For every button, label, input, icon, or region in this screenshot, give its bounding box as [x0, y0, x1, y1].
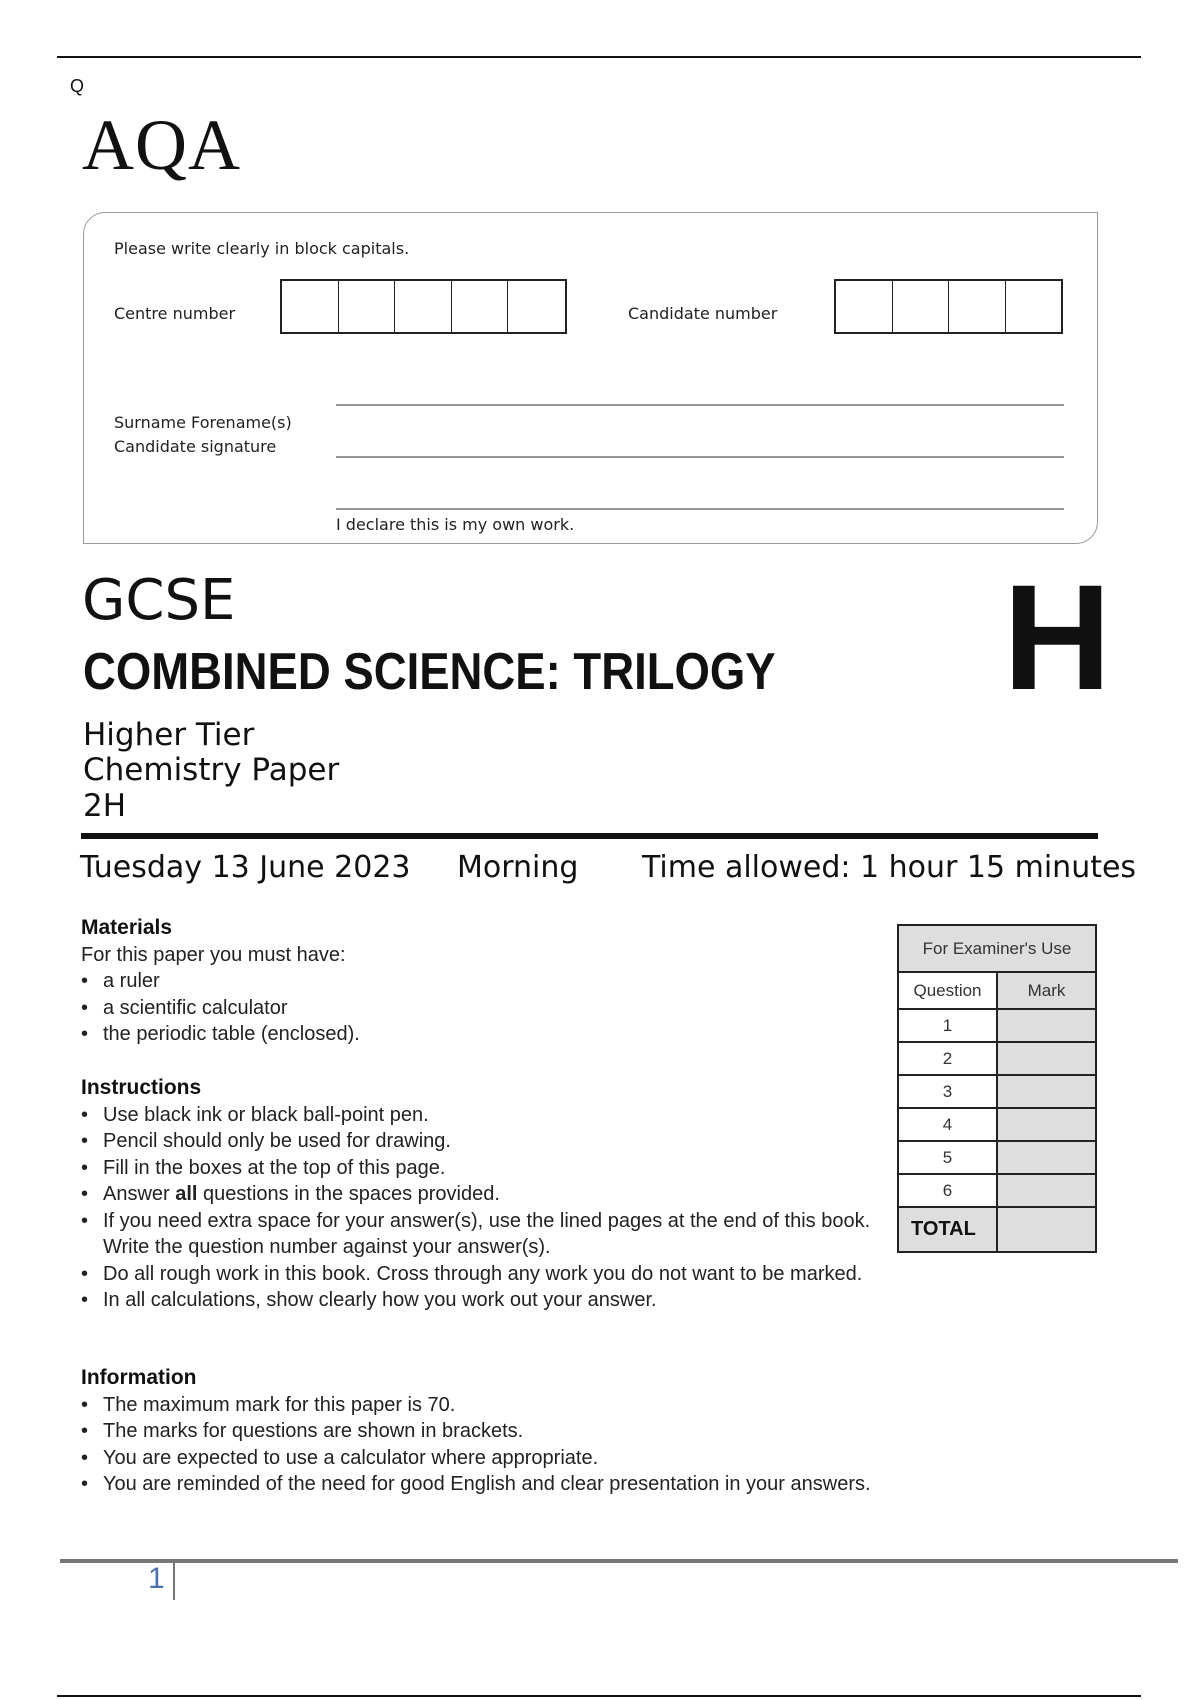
block-capitals-instruction: Please write clearly in block capitals. [114, 239, 410, 258]
footer-rule [60, 1559, 1178, 1563]
corner-mark: Q [70, 76, 85, 96]
page-number-divider [173, 1563, 175, 1600]
question-header: Question [898, 972, 997, 1009]
list-item: • the periodic table (enclosed). [81, 1021, 881, 1048]
question-number: 1 [898, 1009, 997, 1042]
question-number: 4 [898, 1108, 997, 1141]
emphasis: all [175, 1183, 198, 1205]
list-item: • The maximum mark for this paper is 70. [81, 1392, 1081, 1419]
mark-cell[interactable] [997, 1009, 1096, 1042]
total-label: TOTAL [898, 1207, 997, 1252]
signature-label: Candidate signature [114, 437, 277, 456]
question-number: 3 [898, 1075, 997, 1108]
surname-label: Surname Forename(s) [114, 413, 292, 432]
list-item: • In all calculations, show clearly how you work out your answer. [81, 1287, 871, 1314]
question-number: 5 [898, 1141, 997, 1174]
tier-letter: H [1003, 553, 1112, 721]
table-row [898, 1141, 1096, 1174]
surname-line[interactable] [336, 404, 1064, 406]
list-item: • You are expected to use a calculator where appropriate. [81, 1445, 1081, 1472]
signature-line[interactable] [336, 508, 1064, 510]
exam-session: Morning [457, 850, 579, 885]
title-rule [81, 833, 1098, 839]
materials-section [81, 915, 881, 1048]
centre-number-label: Centre number [114, 304, 236, 323]
table-row [898, 1174, 1096, 1207]
table-row [898, 1075, 1096, 1108]
list-item: • If you need extra space for your answer(s), use the lined pages at the end of this book. Write the question number against your answer(s). [81, 1208, 871, 1261]
mark-cell[interactable] [997, 1174, 1096, 1207]
list-item: • Use black ink or black ball-point pen. [81, 1102, 871, 1129]
qualification: GCSE [82, 568, 236, 633]
list-item: • You are reminded of the need for good English and clear presentation in your answers. [81, 1471, 1081, 1498]
examiner-table-title: For Examiner's Use [898, 925, 1096, 972]
mark-cell[interactable] [997, 1042, 1096, 1075]
subject-title: COMBINED SCIENCE: TRILOGY [83, 643, 776, 701]
list-item: • a ruler [81, 968, 881, 995]
materials-intro: For this paper you must have: [81, 943, 346, 966]
mark-cell[interactable] [997, 1108, 1096, 1141]
exam-date: Tuesday 13 June 2023 [80, 850, 411, 885]
total-mark-cell[interactable] [997, 1207, 1096, 1252]
information-heading: Information [81, 1366, 197, 1389]
paper-name: Chemistry Paper [83, 752, 340, 788]
total-row [898, 1207, 1096, 1252]
paper-code: 2H [83, 788, 127, 824]
instructions-heading: Instructions [81, 1076, 202, 1099]
list-item: • Fill in the boxes at the top of this page. [81, 1155, 871, 1182]
instructions-section [81, 1075, 871, 1314]
forename-line[interactable] [336, 456, 1064, 458]
candidate-number-input[interactable] [834, 279, 1063, 334]
page-number: 1 [148, 1562, 165, 1595]
aqa-logo: AQA [82, 105, 241, 185]
question-number: 2 [898, 1042, 997, 1075]
top-rule [57, 56, 1141, 58]
declaration-text: I declare this is my own work. [336, 515, 575, 534]
materials-heading: Materials [81, 916, 173, 939]
list-item: • The marks for questions are shown in brackets. [81, 1418, 1081, 1445]
list-item [81, 1181, 871, 1208]
tier: Higher Tier [83, 717, 255, 753]
candidate-number-label: Candidate number [628, 304, 778, 323]
examiner-use-table [897, 924, 1097, 1253]
mark-cell[interactable] [997, 1141, 1096, 1174]
table-row [898, 1108, 1096, 1141]
time-allowed: Time allowed: 1 hour 15 minutes [642, 850, 1137, 885]
candidate-details-box [83, 212, 1098, 544]
table-row [898, 1009, 1096, 1042]
question-number: 6 [898, 1174, 997, 1207]
information-section [81, 1365, 1081, 1498]
list-item: • Do all rough work in this book. Cross through any work you do not want to be marked. [81, 1261, 871, 1288]
mark-header: Mark [997, 972, 1096, 1009]
mark-cell[interactable] [997, 1075, 1096, 1108]
centre-number-input[interactable] [280, 279, 567, 334]
list-item: • Pencil should only be used for drawing. [81, 1128, 871, 1155]
table-row [898, 1042, 1096, 1075]
bottom-rule [57, 1695, 1141, 1697]
text: questions in the spaces provided. [197, 1183, 500, 1205]
list-item: • a scientific calculator [81, 995, 881, 1022]
text: Answer [103, 1183, 176, 1205]
